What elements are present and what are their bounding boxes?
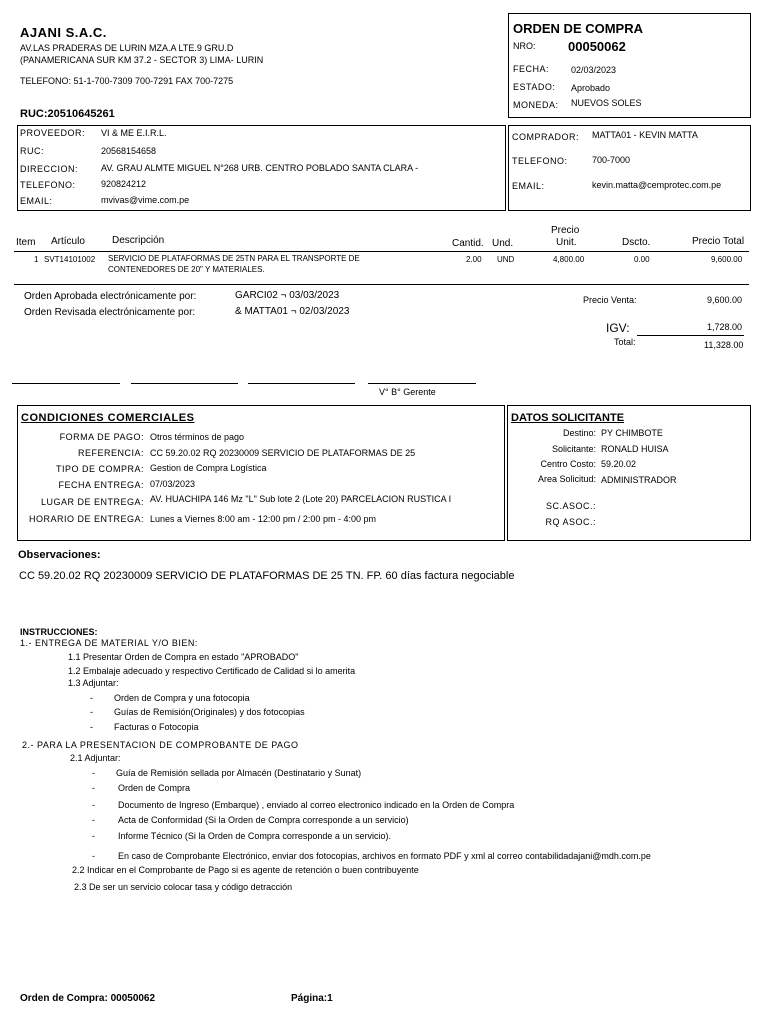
order-fecha-label: FECHA: bbox=[513, 64, 550, 74]
instructions-dash: - bbox=[92, 800, 95, 810]
instructions-s2-1-item: Informe Técnico (Si la Orden de Compra corresponde a un servicio). bbox=[118, 831, 391, 841]
totals-igv-label: IGV: bbox=[606, 321, 630, 335]
instructions-s2-1-item: Guía de Remisión sellada por Almacén (Destinatario y Sunat) bbox=[116, 768, 362, 778]
instructions-s2-1-item: Orden de Compra bbox=[118, 783, 191, 793]
supplier-proveedor-label: PROVEEDOR: bbox=[20, 128, 86, 138]
th-precio-unit-1: Precio bbox=[551, 225, 580, 236]
instructions-dash: - bbox=[90, 707, 93, 717]
table-header-divider bbox=[14, 251, 749, 252]
supplier-direccion-label: DIRECCION: bbox=[20, 164, 79, 174]
observations-text: CC 59.20.02 RQ 20230009 SERVICIO DE PLATAFORMAS DE 25 TN. FP. 60 días factura negociable bbox=[19, 570, 515, 582]
supplier-email-label: EMAIL: bbox=[20, 196, 53, 206]
conditions-value-tipo-compra: Gestion de Compra Logística bbox=[150, 463, 267, 473]
order-nro-label: NRO: bbox=[513, 41, 536, 51]
company-address-1: AV.LAS PRADERAS DE LURIN MZA.A LTE.9 GRU.D bbox=[20, 43, 234, 53]
buyer-email: kevin.matta@cemprotec.com.pe bbox=[592, 180, 722, 190]
signature-line-4 bbox=[368, 383, 476, 384]
buyer-email-label: EMAIL: bbox=[512, 181, 545, 191]
company-name: AJANI S.A.C. bbox=[20, 25, 107, 40]
instructions-dash: - bbox=[92, 851, 95, 861]
conditions-value-referencia: CC 59.20.02 RQ 20230009 SERVICIO DE PLATAFORMAS DE 25 bbox=[150, 448, 416, 458]
supplier-direccion: AV. GRAU ALMTE MIGUEL N°268 URB. CENTRO POBLADO SANTA CLARA - bbox=[101, 163, 419, 173]
supplier-email: mvivas@vime.com.pe bbox=[101, 195, 190, 205]
buyer-comprador-label: COMPRADOR: bbox=[512, 132, 580, 142]
instructions-s1-3-item: Facturas o Fotocopia bbox=[114, 722, 199, 732]
supplier-ruc-label: RUC: bbox=[20, 146, 44, 156]
signature-line-3 bbox=[248, 383, 355, 384]
cell-total: 9,600.00 bbox=[711, 255, 743, 264]
conditions-label-horario: HORARIO DE ENTREGA: bbox=[28, 514, 144, 524]
order-moneda-label: MONEDA: bbox=[513, 100, 559, 110]
instructions-s1-1: 1.1 Presentar Orden de Compra en estado "APROBADO" bbox=[68, 652, 299, 662]
totals-venta: 9,600.00 bbox=[707, 295, 743, 305]
instructions-s2-1-item: Acta de Conformidad (Si la Orden de Compra corresponde a un servicio) bbox=[118, 815, 409, 825]
requester-title: DATOS SOLICITANTE bbox=[511, 412, 625, 424]
instructions-dash: - bbox=[92, 831, 95, 841]
conditions-label-fecha-entrega: FECHA ENTREGA: bbox=[58, 480, 144, 490]
th-und: Und. bbox=[492, 238, 514, 249]
footer-order: Orden de Compra: 00050062 bbox=[20, 993, 156, 1004]
instructions-dash: - bbox=[92, 815, 95, 825]
approval-revisada: & MATTA01 ¬ 02/03/2023 bbox=[235, 306, 350, 317]
company-phone: TELEFONO: 51-1-700-7309 700-7291 FAX 700-7275 bbox=[20, 76, 234, 86]
supplier-ruc: 20568154658 bbox=[101, 146, 157, 156]
conditions-label-forma-pago: FORMA DE PAGO: bbox=[59, 432, 144, 442]
requester-sc-label: SC.ASOC.: bbox=[545, 501, 596, 511]
instructions-title: INSTRUCCIONES: bbox=[20, 627, 98, 637]
supplier-telefono-label: TELEFONO: bbox=[20, 180, 76, 190]
instructions-s1-3-item: Orden de Compra y una fotocopia bbox=[114, 693, 250, 703]
th-articulo: Artículo bbox=[51, 236, 85, 247]
totals-igv: 1,728.00 bbox=[707, 322, 743, 332]
instructions-s1: 1.- ENTREGA DE MATERIAL Y/O BIEN: bbox=[20, 638, 198, 648]
company-ruc: RUC:20510645261 bbox=[20, 108, 115, 120]
order-number: 00050062 bbox=[568, 39, 626, 54]
buyer-telefono-label: TELEFONO: bbox=[512, 156, 568, 166]
th-precio-unit-2: Unit. bbox=[556, 237, 577, 248]
totals-total-label: Total: bbox=[614, 337, 636, 347]
approval-aprobada: GARCI02 ¬ 03/03/2023 bbox=[235, 290, 340, 301]
th-precio-total: Precio Total bbox=[692, 236, 745, 247]
th-descripcion: Descripción bbox=[112, 235, 165, 246]
requester-area-label: Area Solicitud: bbox=[537, 474, 596, 484]
instructions-s2-2: 2.2 Indicar en el Comprobante de Pago si es agente de retención o buen contribuyente bbox=[72, 865, 419, 875]
conditions-value-lugar-entrega: AV. HUACHIPA 146 Mz "L" Sub lote 2 (Lote 20) PARCELACION RUSTICA I bbox=[150, 494, 452, 504]
cell-descripcion-1: SERVICIO DE PLATAFORMAS DE 25TN PARA EL TRANSPORTE DE bbox=[108, 254, 360, 263]
requester-solicitante-label: Solicitante: bbox=[551, 444, 596, 454]
instructions-s1-2: 1.2 Embalaje adecuado y respectivo Certificado de Calidad si lo amerita bbox=[68, 666, 356, 676]
instructions-s2-1: 2.1 Adjuntar: bbox=[70, 753, 121, 763]
table-bottom-divider bbox=[14, 284, 749, 285]
th-item: Item bbox=[16, 237, 36, 248]
instructions-s2-1-item: Documento de Ingreso (Embarque) , enviado al correo electronico indicado en la Orden de Compra bbox=[118, 800, 515, 810]
totals-total: 11,328.00 bbox=[704, 340, 744, 350]
cell-item: 1 bbox=[34, 255, 39, 264]
buyer-telefono: 700-7000 bbox=[592, 155, 631, 165]
conditions-value-horario: Lunes a Viernes 8:00 am - 12:00 pm / 2:00 pm - 4:00 pm bbox=[150, 514, 376, 524]
order-estado-label: ESTADO: bbox=[513, 82, 556, 92]
instructions-dash: - bbox=[92, 768, 95, 778]
conditions-title: CONDICIONES COMERCIALES bbox=[21, 412, 195, 424]
order-title: ORDEN DE COMPRA bbox=[513, 21, 644, 36]
approval-aprobada-label: Orden Aprobada electrónicamente por: bbox=[24, 291, 197, 302]
instructions-dash: - bbox=[90, 693, 93, 703]
order-fecha: 02/03/2023 bbox=[571, 65, 617, 75]
company-address-2: (PANAMERICANA SUR KM 37.2 - SECTOR 3) LIMA- LURIN bbox=[20, 55, 264, 65]
totals-divider bbox=[637, 335, 744, 336]
conditions-label-referencia: REFERENCIA: bbox=[77, 448, 144, 458]
signature-gerente: V° B° Gerente bbox=[379, 387, 436, 397]
th-dscto: Dscto. bbox=[622, 237, 651, 248]
supplier-telefono: 920824212 bbox=[101, 179, 147, 189]
requester-rq-label: RQ ASOC.: bbox=[545, 517, 596, 527]
instructions-s1-3: 1.3 Adjuntar: bbox=[68, 678, 119, 688]
cell-descripcion-2: CONTENEDORES DE 20" Y MATERIALES. bbox=[108, 265, 265, 274]
observations-title: Observaciones: bbox=[18, 549, 101, 561]
conditions-label-lugar-entrega: LUGAR DE ENTREGA: bbox=[40, 497, 144, 507]
conditions-value-forma-pago: Otros términos de pago bbox=[150, 432, 245, 442]
requester-area: ADMINISTRADOR bbox=[601, 475, 677, 485]
signature-line-2 bbox=[131, 383, 238, 384]
requester-centro-label: Centro Costo: bbox=[540, 459, 596, 469]
instructions-s1-3-item: Guías de Remisión(Originales) y dos fotocopias bbox=[114, 707, 305, 717]
instructions-dash: - bbox=[90, 722, 93, 732]
footer-page: Página:1 bbox=[291, 993, 333, 1004]
cell-articulo: SVT14101002 bbox=[44, 255, 96, 264]
instructions-dash: - bbox=[92, 783, 95, 793]
signature-line-1 bbox=[12, 383, 120, 384]
instructions-s2: 2.- PARA LA PRESENTACION DE COMPROBANTE DE PAGO bbox=[22, 740, 299, 750]
requester-solicitante: RONALD HUISA bbox=[601, 444, 669, 454]
conditions-label-tipo-compra: TIPO DE COMPRA: bbox=[55, 464, 144, 474]
requester-destino-label: Destino: bbox=[562, 428, 596, 438]
cell-und: UND bbox=[497, 255, 515, 264]
cell-precio-unit: 4,800.00 bbox=[553, 255, 585, 264]
buyer-comprador: MATTA01 - KEVIN MATTA bbox=[592, 130, 698, 140]
instructions-s2-3: 2.3 De ser un servicio colocar tasa y código detracción bbox=[74, 882, 293, 892]
requester-destino: PY CHIMBOTE bbox=[601, 428, 663, 438]
conditions-value-fecha-entrega: 07/03/2023 bbox=[150, 479, 196, 489]
totals-venta-label: Precio Venta: bbox=[583, 295, 637, 305]
cell-cantid: 2.00 bbox=[466, 255, 482, 264]
requester-centro: 59.20.02 bbox=[601, 459, 637, 469]
order-moneda: NUEVOS SOLES bbox=[571, 98, 642, 108]
supplier-proveedor: VI & ME E.I.R.L. bbox=[101, 128, 167, 138]
th-cantid: Cantid. bbox=[452, 238, 484, 249]
cell-dscto: 0.00 bbox=[634, 255, 650, 264]
approval-revisada-label: Orden Revisada electrónicamente por: bbox=[24, 307, 196, 318]
instructions-s2-1-item: En caso de Comprobante Electrónico, enviar dos fotocopias, archivos en formato PDF y xml al correo contabilidadajani@mdh.com.pe bbox=[118, 851, 651, 861]
order-estado: Aprobado bbox=[571, 83, 611, 93]
